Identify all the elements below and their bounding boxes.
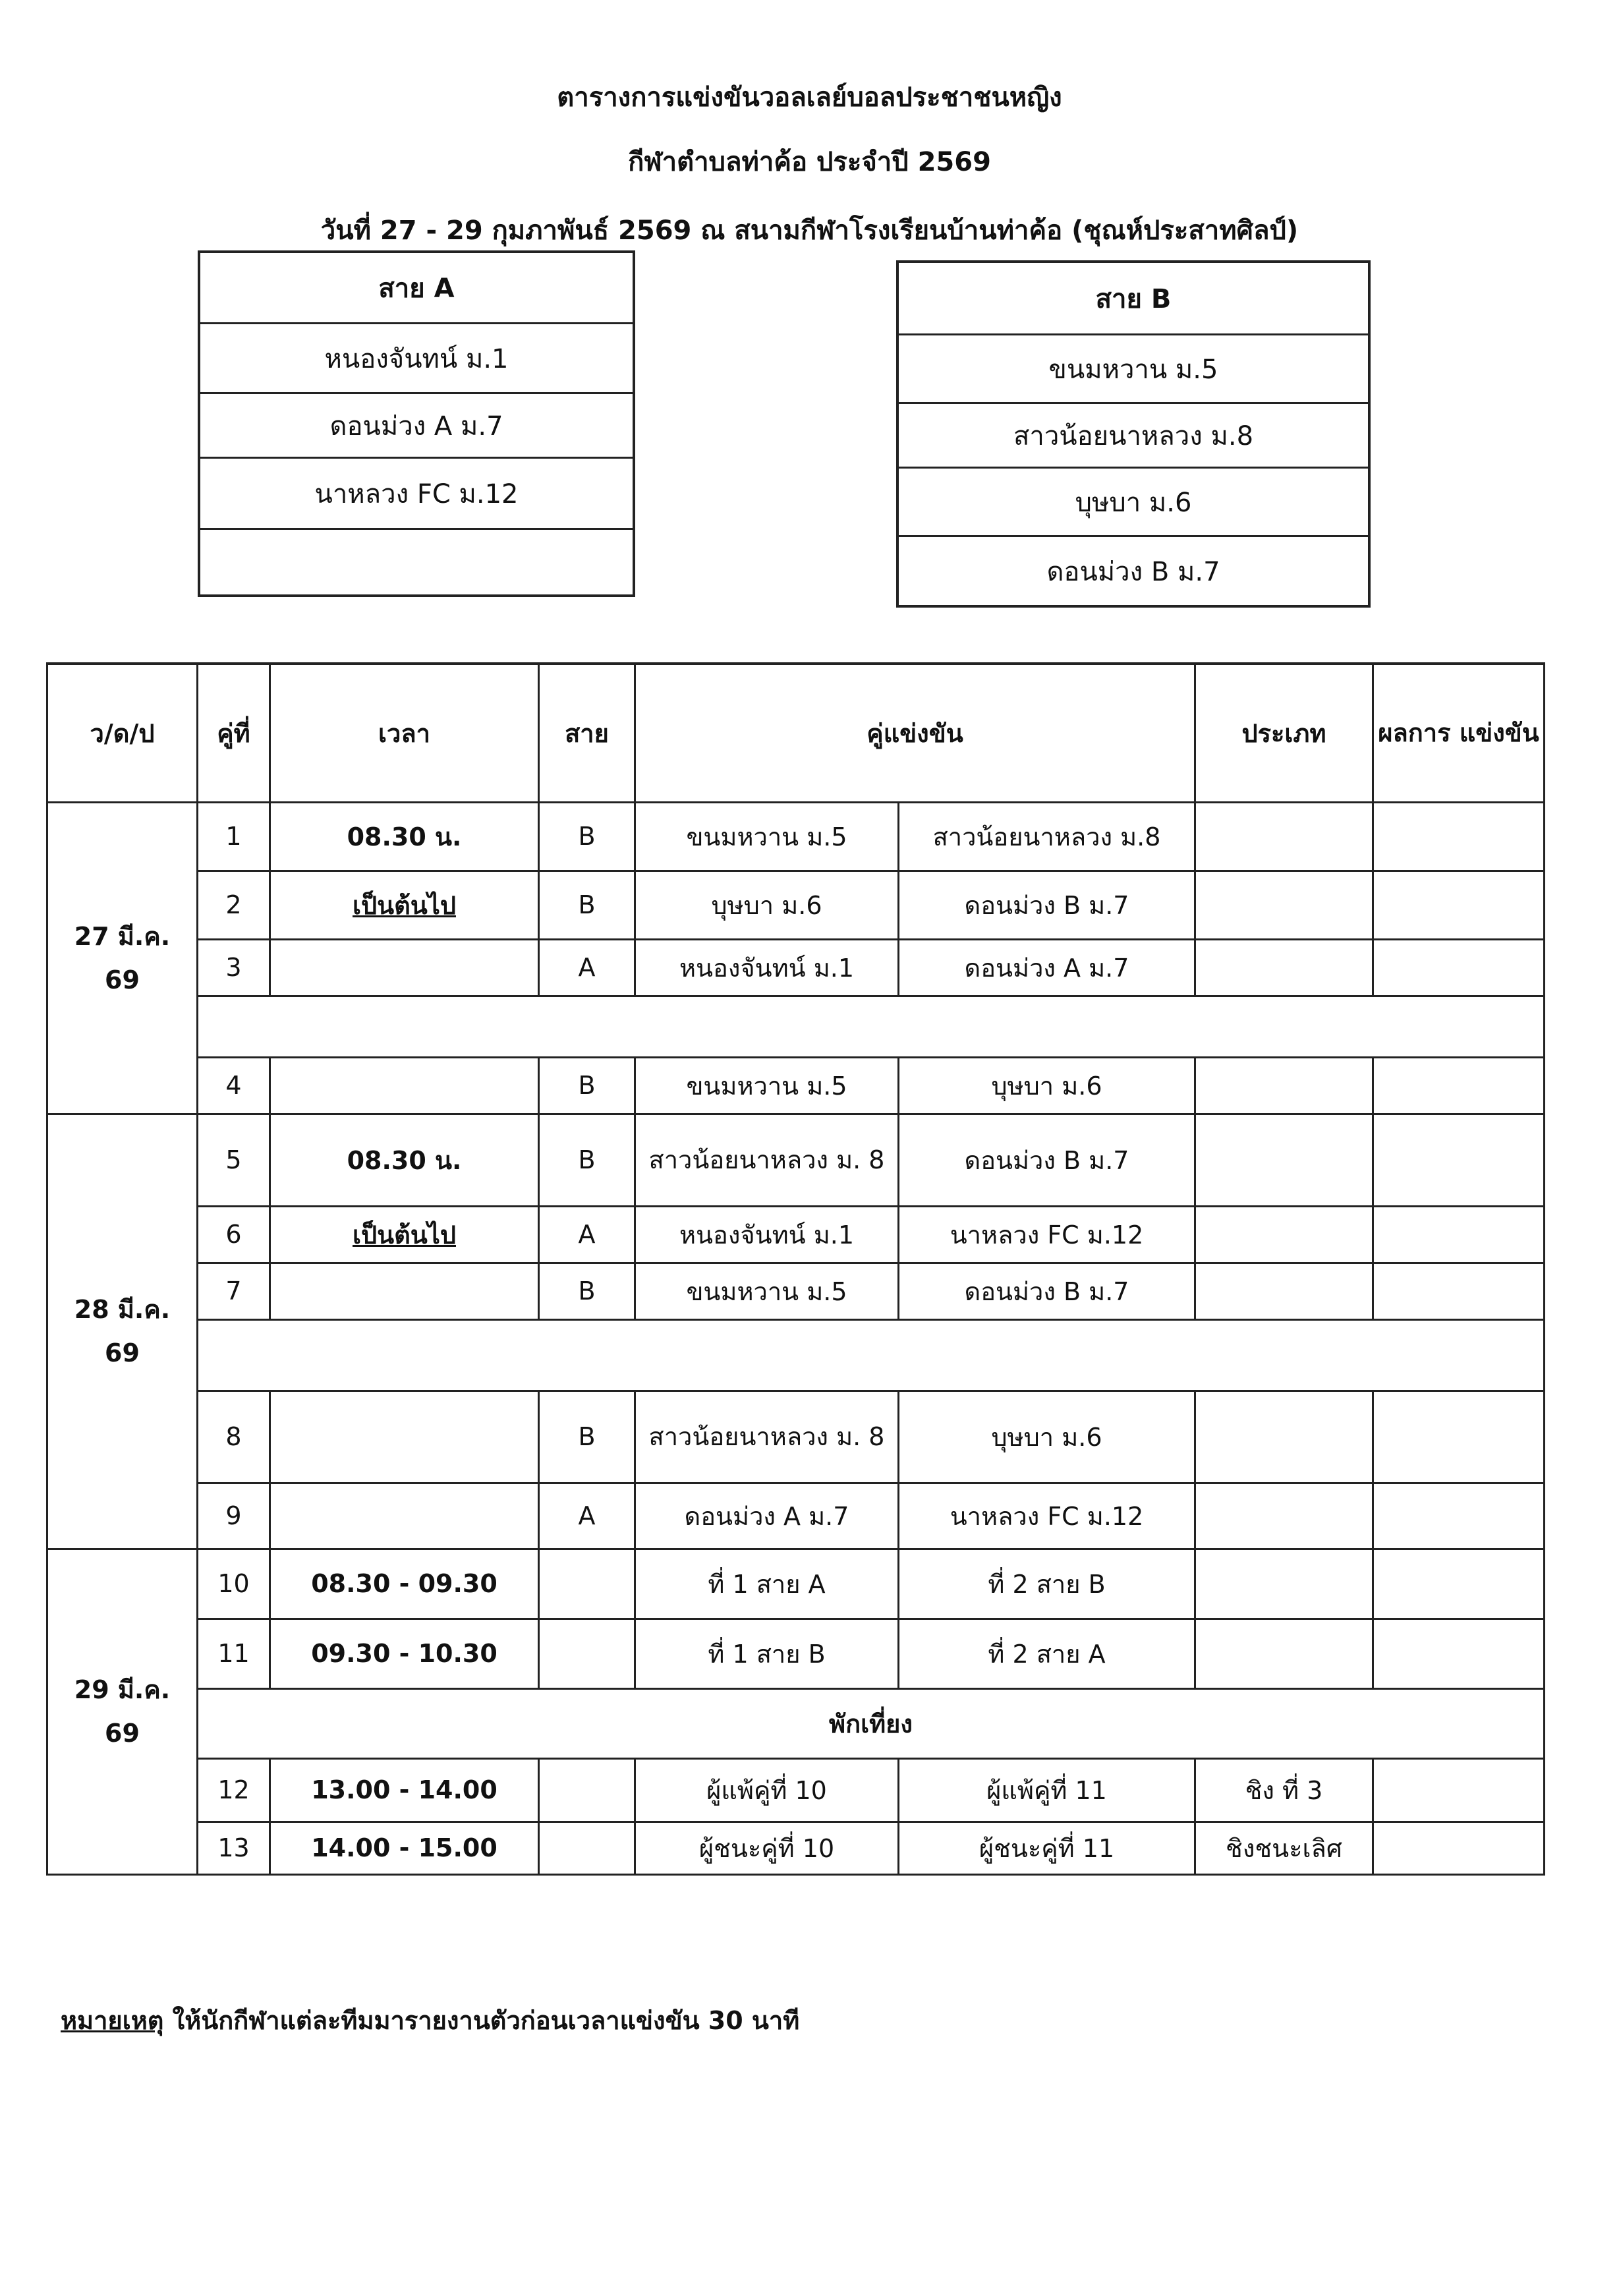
- page-title: ตารางการแข่งขันวอลเลย์บอลประชาชนหญิง: [557, 82, 1062, 113]
- footnote-text: ให้นักกีฬาแต่ละทีมมารายงานตัวก่อนเวลาแข่งขัน 30 นาที: [163, 2006, 800, 2035]
- match-type: [1195, 1619, 1373, 1688]
- table-row: [47, 1263, 1545, 1319]
- match-group: B: [539, 1263, 635, 1319]
- match-result: [1373, 1114, 1545, 1206]
- match-team2: ผู้ชนะคู่ที่ 11: [899, 1822, 1195, 1874]
- match-team2: นาหลวง FC ม.12: [899, 1483, 1195, 1549]
- header-match-no: คู่ที่: [198, 664, 270, 802]
- lunch-break: พักเที่ยง: [198, 1688, 1545, 1758]
- match-team1: ที่ 1 สาย A: [635, 1549, 899, 1619]
- footnote: [61, 2000, 799, 2040]
- table-row: [47, 1391, 1545, 1483]
- match-no: 12: [198, 1758, 270, 1822]
- match-time: [270, 939, 539, 996]
- group-b-team: ขนมหวาน ม.5: [899, 335, 1368, 404]
- header-type: ประเภท: [1195, 664, 1373, 802]
- match-no: 6: [198, 1206, 270, 1263]
- match-team2: ผู้แพ้คู่ที่ 11: [899, 1758, 1195, 1822]
- group-b-table: [896, 260, 1371, 608]
- match-type: ชิง ที่ 3: [1195, 1758, 1373, 1822]
- match-time: [270, 1263, 539, 1319]
- match-group: [539, 1619, 635, 1688]
- match-team2: บุษบา ม.6: [899, 1391, 1195, 1483]
- match-result: [1373, 802, 1545, 871]
- group-a-team: นาหลวง FC ม.12: [200, 459, 633, 530]
- match-no: 13: [198, 1822, 270, 1874]
- header-result: ผลการ แข่งขัน: [1373, 664, 1545, 802]
- match-time: [270, 1057, 539, 1114]
- match-team1: ขนมหวาน ม.5: [635, 1263, 899, 1319]
- match-group: A: [539, 1206, 635, 1263]
- schedule-table: [46, 662, 1545, 1876]
- match-type: [1195, 871, 1373, 939]
- group-a-table: [198, 250, 635, 597]
- match-no: 11: [198, 1619, 270, 1688]
- match-type: [1195, 1263, 1373, 1319]
- group-a-title: สาย A: [200, 253, 633, 324]
- match-group: B: [539, 802, 635, 871]
- match-team1: สาวน้อยนาหลวง ม. 8: [635, 1391, 899, 1483]
- match-team2: สาวน้อยนาหลวง ม.8: [899, 802, 1195, 871]
- separator-row: [47, 1319, 1545, 1391]
- page-subtitle: กีฬาตำบลท่าค้อ ประจำปี 2569: [628, 147, 991, 177]
- match-no: 8: [198, 1391, 270, 1483]
- match-no: 1: [198, 802, 270, 871]
- table-row: [47, 1758, 1545, 1822]
- match-result: [1373, 939, 1545, 996]
- day-date: 28 มี.ค.: [74, 1295, 171, 1324]
- table-row: [47, 802, 1545, 871]
- match-group: [539, 1549, 635, 1619]
- match-result: [1373, 1206, 1545, 1263]
- match-no: 2: [198, 871, 270, 939]
- match-team2: ดอนม่วง B ม.7: [899, 1263, 1195, 1319]
- match-no: 9: [198, 1483, 270, 1549]
- group-b-team: ดอนม่วง B ม.7: [1046, 556, 1220, 587]
- group-a-team: [200, 530, 633, 594]
- group-b-team: สาวน้อยนาหลวง ม.8: [899, 404, 1368, 469]
- match-type: [1195, 939, 1373, 996]
- match-time: 08.30 - 09.30: [270, 1549, 539, 1619]
- match-team1: ผู้ชนะคู่ที่ 10: [635, 1822, 899, 1874]
- match-time: 13.00 - 14.00: [270, 1758, 539, 1822]
- match-team1: ที่ 1 สาย B: [635, 1619, 899, 1688]
- match-time: 09.30 - 10.30: [270, 1619, 539, 1688]
- group-a-team: ดอนม่วง A ม.7: [200, 394, 633, 459]
- match-team1: หนองจันทน์ ม.1: [635, 939, 899, 996]
- table-row: [47, 1822, 1545, 1874]
- match-no: 7: [198, 1263, 270, 1319]
- table-row: [47, 1619, 1545, 1688]
- match-group: [539, 1758, 635, 1822]
- match-type: [1195, 1057, 1373, 1114]
- match-result: [1373, 1619, 1545, 1688]
- group-a-team: หนองจันทน์ ม.1: [200, 324, 633, 394]
- match-type: [1195, 1114, 1373, 1206]
- match-team2: บุษบา ม.6: [899, 1057, 1195, 1114]
- match-team1: ขนมหวาน ม.5: [635, 802, 899, 871]
- day-year: 69: [105, 1338, 140, 1367]
- group-b-title: สาย B: [899, 263, 1368, 335]
- match-type: [1195, 1391, 1373, 1483]
- match-type: [1195, 802, 1373, 871]
- day-2-cell: [47, 1114, 198, 1549]
- header-time: เวลา: [270, 664, 539, 802]
- match-group: A: [539, 1483, 635, 1549]
- table-header-row: [47, 664, 1545, 802]
- match-group: B: [539, 1391, 635, 1483]
- match-time: 08.30 น.: [270, 802, 539, 871]
- match-no: 5: [198, 1114, 270, 1206]
- match-result: [1373, 871, 1545, 939]
- match-group: A: [539, 939, 635, 996]
- header-group: สาย: [539, 664, 635, 802]
- footnote-label: หมายเหตุ: [61, 2006, 164, 2035]
- match-team2: นาหลวง FC ม.12: [899, 1206, 1195, 1263]
- match-result: [1373, 1263, 1545, 1319]
- match-time: [270, 1483, 539, 1549]
- day-3-cell: [47, 1549, 198, 1874]
- match-team1: สาวน้อยนาหลวง ม. 8: [635, 1114, 899, 1206]
- match-type: [1195, 1483, 1373, 1549]
- match-team2: ที่ 2 สาย A: [899, 1619, 1195, 1688]
- match-team1: หนองจันทน์ ม.1: [635, 1206, 899, 1263]
- table-row: [47, 1114, 1545, 1206]
- table-row: [47, 1057, 1545, 1114]
- table-row: [47, 871, 1545, 939]
- table-row: [47, 1206, 1545, 1263]
- match-result: [1373, 1822, 1545, 1874]
- match-no: 4: [198, 1057, 270, 1114]
- match-group: [539, 1822, 635, 1874]
- day-date: 27 มี.ค.: [74, 921, 171, 951]
- match-group: B: [539, 1114, 635, 1206]
- day-1-cell: [47, 802, 198, 1114]
- separator-row: [47, 996, 1545, 1057]
- match-result: [1373, 1483, 1545, 1549]
- table-row: [47, 1483, 1545, 1549]
- match-type: ชิงชนะเลิศ: [1195, 1822, 1373, 1874]
- match-team2: ดอนม่วง A ม.7: [899, 939, 1195, 996]
- match-type: [1195, 1549, 1373, 1619]
- day-year: 69: [105, 965, 140, 994]
- separator-cell: [198, 996, 1545, 1057]
- match-time: เป็นต้นไป: [270, 1206, 539, 1263]
- match-team1: บุษบา ม.6: [635, 871, 899, 939]
- match-result: [1373, 1391, 1545, 1483]
- match-group: B: [539, 871, 635, 939]
- match-team2: ที่ 2 สาย B: [899, 1549, 1195, 1619]
- day-year: 69: [105, 1719, 140, 1748]
- match-time: [270, 1391, 539, 1483]
- header-date: ว/ด/ป: [47, 664, 198, 802]
- match-team1: ขนมหวาน ม.5: [635, 1057, 899, 1114]
- table-row: [47, 1549, 1545, 1619]
- separator-cell: [198, 1319, 1545, 1391]
- match-group: B: [539, 1057, 635, 1114]
- match-result: [1373, 1549, 1545, 1619]
- day-date: 29 มี.ค.: [74, 1675, 171, 1704]
- match-type: [1195, 1206, 1373, 1263]
- header-matchup: คู่แข่งขัน: [635, 664, 1195, 802]
- lunch-row: [47, 1688, 1545, 1758]
- match-no: 3: [198, 939, 270, 996]
- match-team2: ดอนม่วง B ม.7: [899, 1114, 1195, 1206]
- date-venue: วันที่ 27 - 29 กุมภาพันธ์ 2569 ณ สนามกีฬาโรงเรียนบ้านท่าค้อ (ชุณห์ประสาทศิลป์): [320, 215, 1299, 246]
- match-time: 14.00 - 15.00: [270, 1822, 539, 1874]
- match-result: [1373, 1758, 1545, 1822]
- match-time: เป็นต้นไป: [270, 871, 539, 939]
- match-team1: ผู้แพ้คู่ที่ 10: [635, 1758, 899, 1822]
- match-result: [1373, 1057, 1545, 1114]
- match-no: 10: [198, 1549, 270, 1619]
- group-b-team: บุษบา ม.6: [899, 469, 1368, 537]
- table-row: [47, 939, 1545, 996]
- match-team2: ดอนม่วง B ม.7: [899, 871, 1195, 939]
- match-time: 08.30 น.: [270, 1114, 539, 1206]
- match-team1: ดอนม่วง A ม.7: [635, 1483, 899, 1549]
